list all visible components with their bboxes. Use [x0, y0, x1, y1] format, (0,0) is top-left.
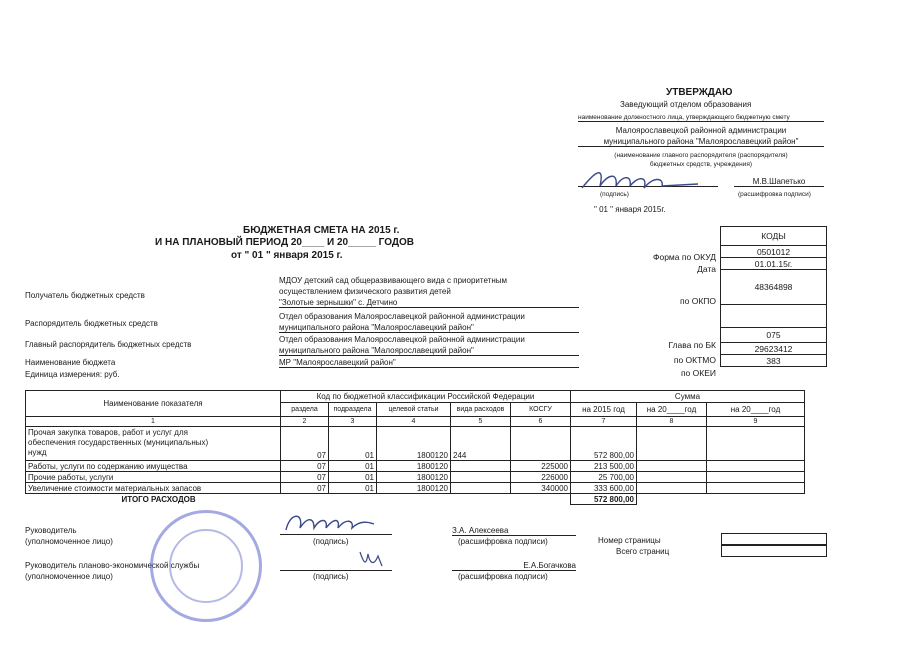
sub-podrazdel: подраздела: [329, 403, 377, 417]
approve-org-hint1: (наименование главного распорядителя (распорядителя): [614, 152, 788, 159]
econ-decode-hint: (расшифровка подписи): [458, 572, 548, 581]
doc-title-1: БЮДЖЕТНАЯ СМЕТА НА 2015 г.: [243, 225, 400, 236]
row-podrazdel: 01: [329, 461, 377, 472]
code-okei: 383: [721, 355, 827, 367]
row-sum-y3: [707, 427, 805, 461]
total-spacer: [511, 494, 571, 505]
main-manager-line2: муниципального района "Малоярославецкий район": [279, 346, 579, 356]
approve-position-hint: наименование должностного лица, утверждающего бюджетную смету: [578, 114, 824, 122]
approve-org-line1: Малоярославецкой районной администрации: [615, 126, 787, 135]
row-name-line: обеспечения государственных (муниципальных): [28, 438, 209, 447]
row-sum: 213 500,00: [571, 461, 637, 472]
budget-label: Наименование бюджета: [25, 358, 116, 367]
approve-signer: М.В.Шапетько: [734, 177, 824, 187]
row-sum-y2: [637, 483, 707, 494]
row-cs: 1800120: [377, 461, 451, 472]
row-razdel: 07: [281, 461, 329, 472]
codes-table: [720, 226, 827, 367]
doc-title-3: от " 01 " января 2015 г.: [231, 250, 343, 261]
num-3: 3: [329, 417, 377, 427]
page-number-box: [721, 533, 827, 545]
approve-signature: [578, 166, 718, 194]
code-empty: [721, 305, 827, 328]
sub-cs: целевой статьи: [377, 403, 451, 417]
econ-label: Руководитель планово-экономической службы: [25, 561, 200, 570]
row-sum: 572 800,00: [571, 427, 637, 461]
bk-label: Глава по БК: [668, 340, 716, 350]
total-spacer: [377, 494, 451, 505]
table-row: [26, 427, 805, 461]
total-value: 572 800,00: [571, 494, 637, 505]
row-cs: 1800120: [377, 472, 451, 483]
num-1: 1: [26, 417, 281, 427]
row-vr: [451, 472, 511, 483]
code-date: 01.01.15г.: [721, 258, 827, 270]
row-name: Работы, услуги по содержанию имущества: [26, 461, 281, 472]
row-podrazdel: 01: [329, 483, 377, 494]
head-signature: [280, 510, 380, 536]
approve-sign-hint: (подпись): [600, 191, 629, 198]
econ-label-2: (уполномоченное лицо): [25, 572, 113, 581]
row-vr: [451, 461, 511, 472]
row-name-line: нужд: [28, 448, 47, 457]
num-7: 7: [571, 417, 637, 427]
row-vr: [451, 483, 511, 494]
econ-sign-line: [280, 570, 392, 571]
econ-name: Е.А.Богачкова: [452, 561, 576, 571]
head-label-2: (уполномоченное лицо): [25, 537, 113, 546]
row-razdel: 07: [281, 472, 329, 483]
head-label: Руководитель: [25, 526, 77, 535]
num-5: 5: [451, 417, 511, 427]
head-name: З.А. Алексеева: [452, 526, 576, 536]
sub-sum-y2: на 20____год: [637, 403, 707, 417]
row-razdel: 07: [281, 483, 329, 494]
date-label: Дата: [697, 264, 716, 274]
recipient-line3: "Золотые зернышки" с. Детчино: [279, 298, 579, 308]
row-razdel: 07: [281, 427, 329, 461]
code-bk: 075: [721, 328, 827, 343]
num-2: 2: [281, 417, 329, 427]
table-row: [26, 461, 805, 472]
sub-razdel: раздела: [281, 403, 329, 417]
manager-line1: Отдел образования Малоярославецкой районной администрации: [279, 312, 525, 321]
total-label: ИТОГО РАСХОДОВ: [121, 494, 196, 504]
row-vr: 244: [451, 427, 511, 461]
row-cs: 1800120: [377, 427, 451, 461]
row-cs: 1800120: [377, 483, 451, 494]
manager-line2: муниципального района "Малоярославецкий район": [279, 323, 579, 333]
row-kosgu: [511, 427, 571, 461]
total-spacer: [637, 494, 707, 505]
approve-org-line2: муниципального района "Малоярославецкий район": [578, 137, 824, 147]
head-sign-hint: (подпись): [313, 537, 349, 546]
row-name: Прочие работы, услуги: [26, 472, 281, 483]
codes-header: КОДЫ: [721, 227, 827, 246]
page-number-label: Номер страницы: [598, 536, 661, 545]
oktmo-label: по ОКТМО: [673, 355, 716, 365]
head-decode-hint: (расшифровка подписи): [458, 537, 548, 546]
row-sum-y2: [637, 472, 707, 483]
sub-vr: вида расходов: [451, 403, 511, 417]
main-manager-line1: Отдел образования Малоярославецкой районной администрации: [279, 335, 525, 344]
approve-title: УТВЕРЖДАЮ: [666, 87, 733, 98]
total-row: [26, 494, 805, 505]
manager-label: Распорядитель бюджетных средств: [25, 319, 158, 328]
code-okud: 0501012: [721, 246, 827, 258]
num-9: 9: [707, 417, 805, 427]
table-row: [26, 472, 805, 483]
row-name: Увеличение стоимости материальных запасов: [26, 483, 281, 494]
total-spacer: [707, 494, 805, 505]
pages-total-box: [721, 545, 827, 557]
col-code-header: Код по бюджетной классификации Российской Федерации: [281, 391, 571, 403]
okei-label: по ОКЕИ: [680, 368, 716, 378]
row-sum: 333 600,00: [571, 483, 637, 494]
approve-org-hint2: бюджетных средств, учреждения): [649, 161, 753, 168]
row-sum-y3: [707, 472, 805, 483]
col-sum-header: Сумма: [571, 391, 805, 403]
total-spacer: [281, 494, 329, 505]
row-kosgu: 226000: [511, 472, 571, 483]
doc-title-2: И НА ПЛАНОВЫЙ ПЕРИОД 20____ И 20_____ ГОДОВ: [155, 237, 414, 248]
row-sum-y2: [637, 427, 707, 461]
total-spacer: [329, 494, 377, 505]
col-name-header: Наименование показателя: [26, 391, 281, 417]
row-kosgu: 340000: [511, 483, 571, 494]
pages-total-label: Всего страниц: [616, 547, 670, 556]
budget-value: МР "Малоярославецкий район": [279, 358, 579, 368]
sub-sum-y3: на 20____год: [707, 403, 805, 417]
total-spacer: [451, 494, 511, 505]
official-stamp: [150, 510, 262, 622]
num-8: 8: [637, 417, 707, 427]
row-podrazdel: 01: [329, 427, 377, 461]
row-podrazdel: 01: [329, 472, 377, 483]
okpo-label: по ОКПО: [680, 296, 716, 306]
row-name: [26, 427, 281, 461]
approve-date: " 01 " января 2015г.: [594, 205, 666, 214]
approve-position: Заведующий отделом образования: [620, 100, 752, 109]
econ-sign-hint: (подпись): [313, 572, 349, 581]
table-row: [26, 483, 805, 494]
sub-kosgu: КОСГУ: [511, 403, 571, 417]
row-sum-y2: [637, 461, 707, 472]
main-manager-label: Главный распорядитель бюджетных средств: [25, 340, 192, 349]
okud-label: Форма по ОКУД: [653, 252, 716, 262]
num-6: 6: [511, 417, 571, 427]
recipient-line1: МДОУ детский сад общеразвивающего вида с приоритетным: [279, 276, 507, 285]
code-okpo: 48364898: [721, 270, 827, 305]
expense-table: [25, 390, 805, 505]
row-name-line: Прочая закупка товаров, работ и услуг для: [28, 428, 188, 437]
sub-sum-2015: на 2015 год: [571, 403, 637, 417]
recipient-line2: осуществлением физического развития детей: [279, 287, 451, 296]
row-sum-y3: [707, 461, 805, 472]
unit-label: Единица измерения: руб.: [25, 370, 120, 379]
row-sum-y3: [707, 483, 805, 494]
row-sum: 25 700,00: [571, 472, 637, 483]
code-oktmo: 29623412: [721, 343, 827, 355]
num-4: 4: [377, 417, 451, 427]
row-kosgu: 225000: [511, 461, 571, 472]
approve-decode-hint: (расшифровка подписи): [738, 191, 811, 198]
econ-signature: [356, 546, 386, 570]
recipient-label: Получатель бюджетных средств: [25, 291, 145, 300]
